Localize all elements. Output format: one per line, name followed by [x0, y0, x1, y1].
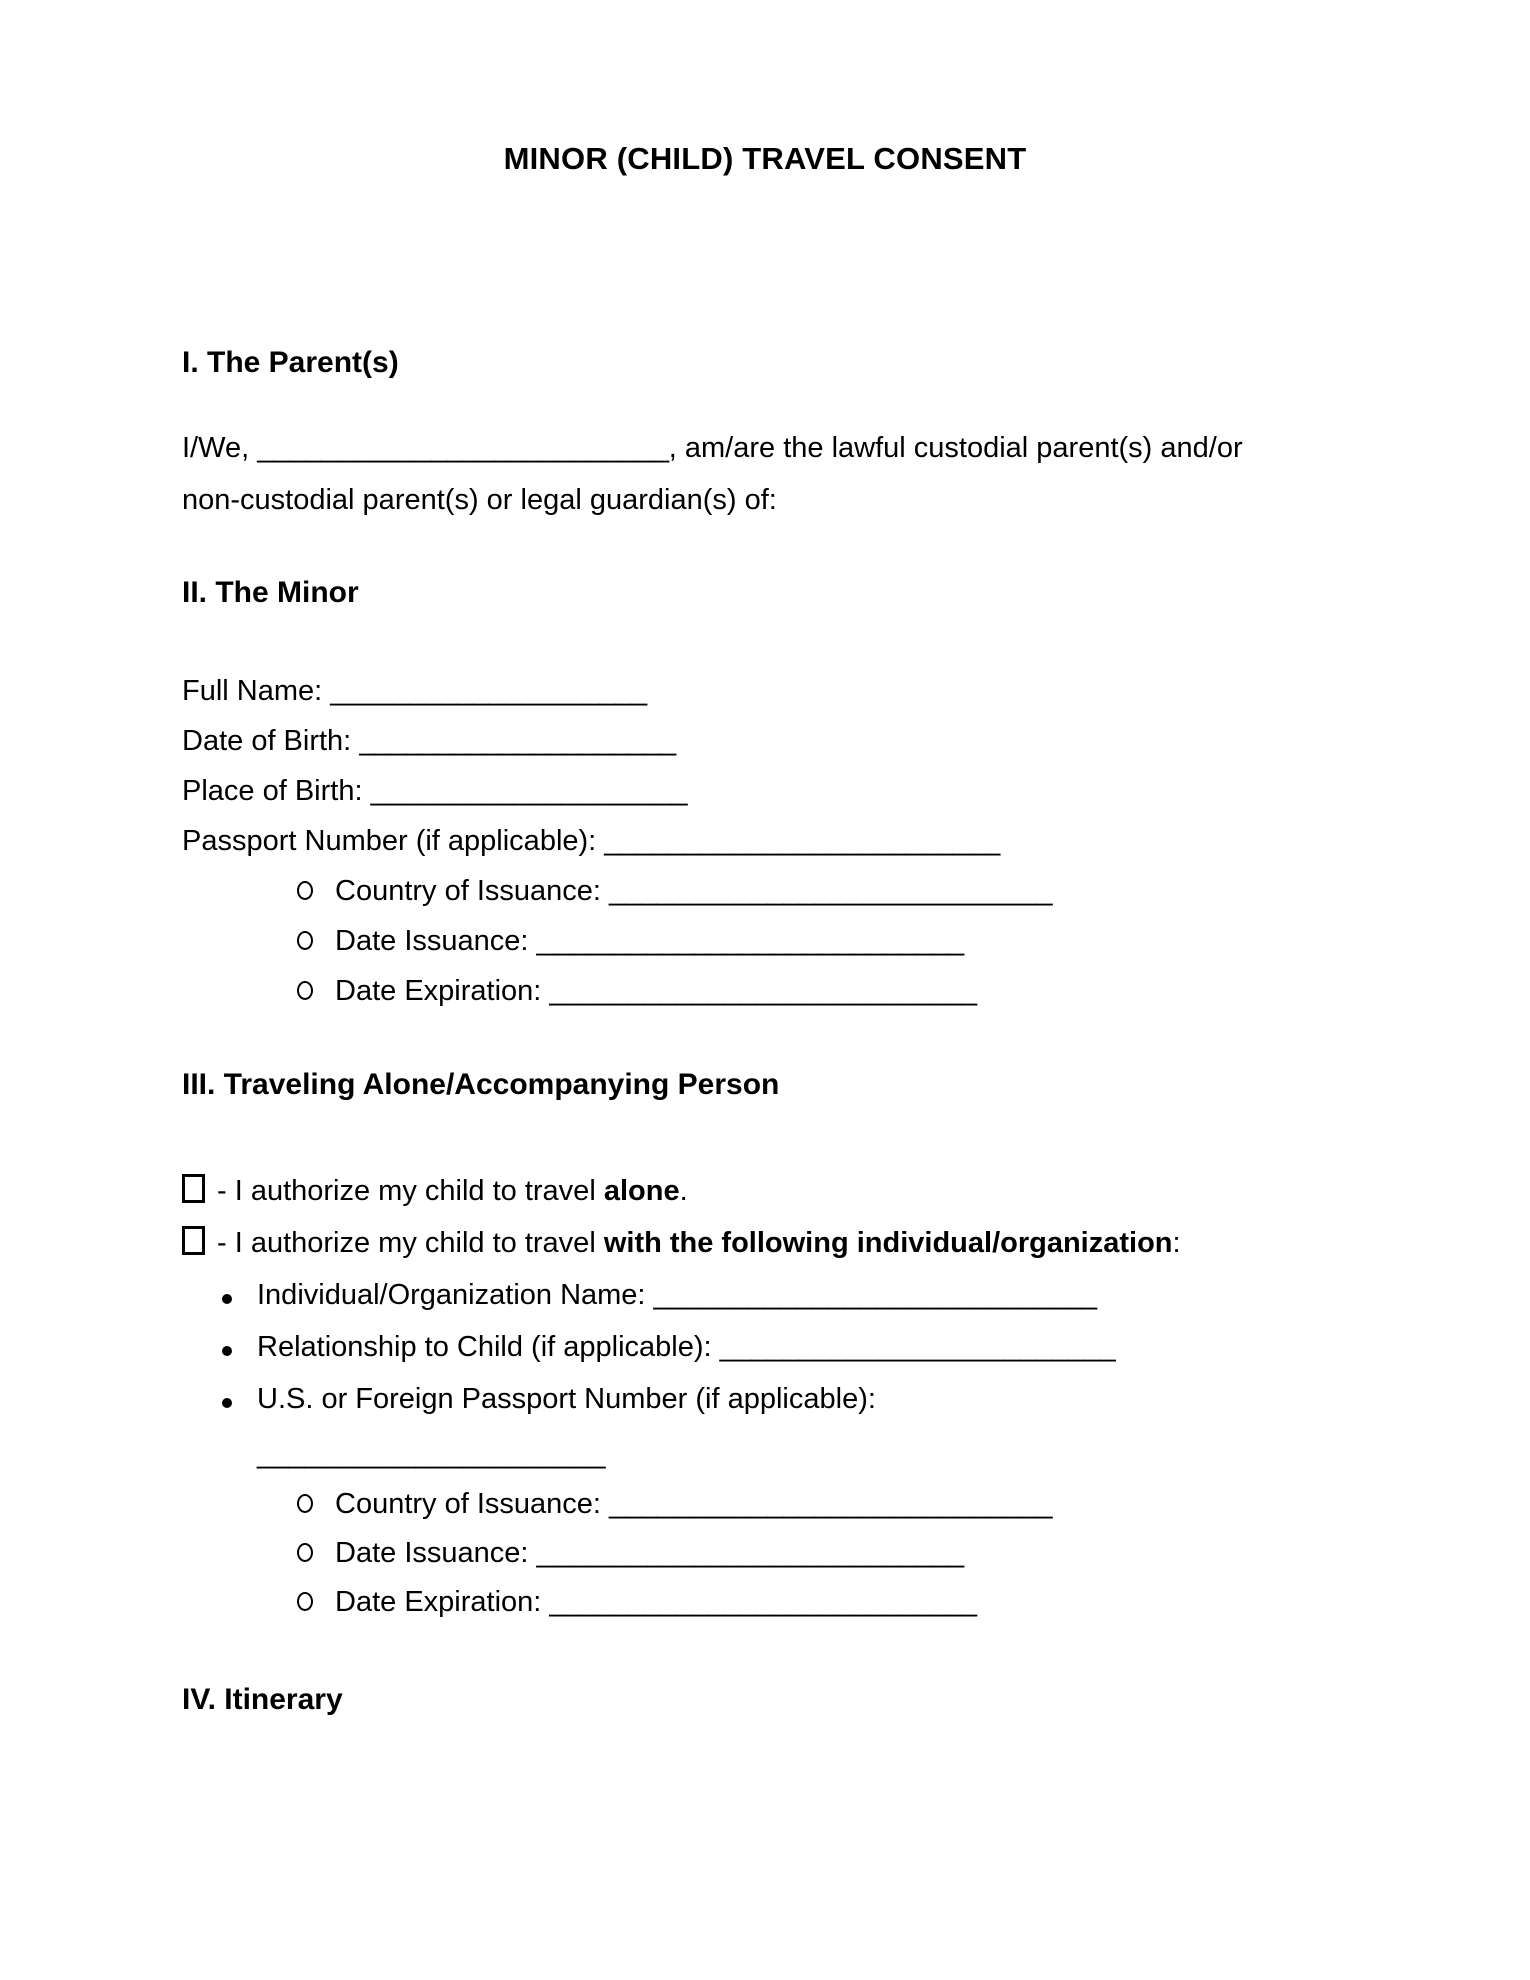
companion-relationship-row — [182, 1321, 1362, 1373]
parents-intro-line2: non-custodial parent(s) or legal guardian(s) of: — [182, 484, 777, 516]
companion-country-of-issuance-label: Country of Issuance: — [335, 1488, 610, 1520]
field-place-of-birth-blank[interactable]: ____________________ — [370, 775, 688, 807]
field-date-of-birth-blank[interactable]: ____________________ — [359, 725, 676, 757]
parents-intro-prefix: I/We, — [182, 432, 258, 464]
dot-bullet-icon — [222, 1321, 257, 1373]
circle-bullet-icon — [297, 1480, 335, 1529]
parents-name-blank[interactable]: __________________________ — [257, 432, 669, 464]
dot-bullet-icon — [222, 1269, 257, 1321]
companion-date-issuance-label: Date Issuance: — [335, 1537, 537, 1569]
option-travel-alone — [182, 1165, 1362, 1217]
minor-country-of-issuance-row — [182, 866, 1362, 916]
companion-date-expiration-label: Date Expiration: — [335, 1586, 550, 1618]
minor-date-expiration-label: Date Expiration: — [335, 975, 550, 1007]
companion-country-of-issuance-blank[interactable]: ____________________________ — [609, 1488, 1053, 1520]
section-heading-minor: II. The Minor — [182, 576, 359, 609]
companion-date-expiration-blank[interactable]: ___________________________ — [549, 1586, 977, 1618]
circle-bullet-icon — [297, 1529, 335, 1578]
field-date-of-birth — [182, 716, 1362, 766]
page-title: MINOR (CHILD) TRAVEL CONSENT — [503, 141, 1027, 176]
option-travel-with — [182, 1217, 1362, 1269]
minor-date-issuance-text — [335, 916, 964, 966]
traveling-options — [182, 1165, 1362, 1425]
travel-alone-prefix: - I authorize my child to travel — [217, 1175, 604, 1207]
field-passport-number — [182, 816, 1362, 866]
travel-with-bold: with the following individual/organization — [603, 1227, 1173, 1259]
companion-date-issuance-blank[interactable]: ___________________________ — [536, 1537, 964, 1569]
minor-fields — [182, 666, 1362, 1016]
field-place-of-birth — [182, 766, 1362, 816]
companion-name-text — [257, 1269, 1097, 1321]
companion-passport-blank-line — [182, 1428, 1362, 1480]
companion-relationship-label: Relationship to Child (if applicable): — [257, 1331, 720, 1363]
travel-alone-bold: alone — [603, 1175, 680, 1207]
companion-passport-text — [257, 1373, 876, 1425]
companion-passport-details — [182, 1480, 1362, 1627]
minor-date-expiration-text — [335, 966, 977, 1016]
minor-date-expiration-row — [182, 966, 1362, 1016]
field-date-of-birth-label: Date of Birth: — [182, 725, 360, 757]
circle-bullet-icon — [297, 1578, 335, 1627]
parents-intro-line1 — [182, 422, 1362, 474]
field-passport-number-label: Passport Number (if applicable): — [182, 825, 605, 857]
section-heading-itinerary: IV. Itinerary — [182, 1683, 343, 1716]
companion-name-label: Individual/Organization Name: — [257, 1279, 654, 1311]
minor-country-of-issuance-blank[interactable]: ____________________________ — [609, 875, 1053, 907]
field-full-name-blank[interactable]: ____________________ — [330, 675, 647, 707]
companion-date-issuance-row — [182, 1529, 1362, 1578]
minor-date-issuance-blank[interactable]: ___________________________ — [536, 925, 964, 957]
travel-with-suffix: : — [1172, 1227, 1181, 1259]
companion-date-expiration-text — [335, 1578, 977, 1627]
travel-alone-checkbox[interactable] — [182, 1174, 205, 1203]
minor-country-of-issuance-text — [335, 866, 1052, 916]
section-heading-traveling: III. Traveling Alone/Accompanying Person — [182, 1068, 780, 1101]
field-place-of-birth-label: Place of Birth: — [182, 775, 371, 807]
parents-intro-paragraph — [182, 422, 1362, 526]
companion-name-row — [182, 1269, 1362, 1321]
travel-alone-suffix: . — [679, 1175, 688, 1207]
companion-passport-row — [182, 1373, 1362, 1425]
dot-bullet-icon — [222, 1373, 257, 1425]
companion-passport-label: U.S. or Foreign Passport Number (if applicable): — [257, 1383, 876, 1415]
parents-intro-suffix: , am/are the lawful custodial parent(s) and/or — [668, 432, 1243, 464]
companion-relationship-text — [257, 1321, 1115, 1373]
companion-passport-blank[interactable]: ______________________ — [257, 1438, 606, 1470]
companion-country-of-issuance-text — [335, 1480, 1052, 1529]
minor-date-issuance-label: Date Issuance: — [335, 925, 537, 957]
companion-relationship-blank[interactable]: _________________________ — [719, 1331, 1116, 1363]
field-passport-number-blank[interactable]: _________________________ — [604, 825, 1001, 857]
circle-bullet-icon — [297, 866, 335, 916]
circle-bullet-icon — [297, 916, 335, 966]
field-full-name — [182, 666, 1362, 716]
companion-date-issuance-text — [335, 1529, 964, 1578]
circle-bullet-icon — [297, 966, 335, 1016]
travel-with-checkbox[interactable] — [182, 1226, 205, 1255]
minor-date-expiration-blank[interactable]: ___________________________ — [549, 975, 977, 1007]
minor-country-of-issuance-label: Country of Issuance: — [335, 875, 610, 907]
section-heading-parents: I. The Parent(s) — [182, 346, 399, 379]
field-full-name-label: Full Name: — [182, 675, 331, 707]
companion-name-blank[interactable]: ____________________________ — [653, 1279, 1097, 1311]
travel-with-prefix: - I authorize my child to travel — [217, 1227, 604, 1259]
companion-country-of-issuance-row — [182, 1480, 1362, 1529]
minor-date-issuance-row — [182, 916, 1362, 966]
companion-date-expiration-row — [182, 1578, 1362, 1627]
